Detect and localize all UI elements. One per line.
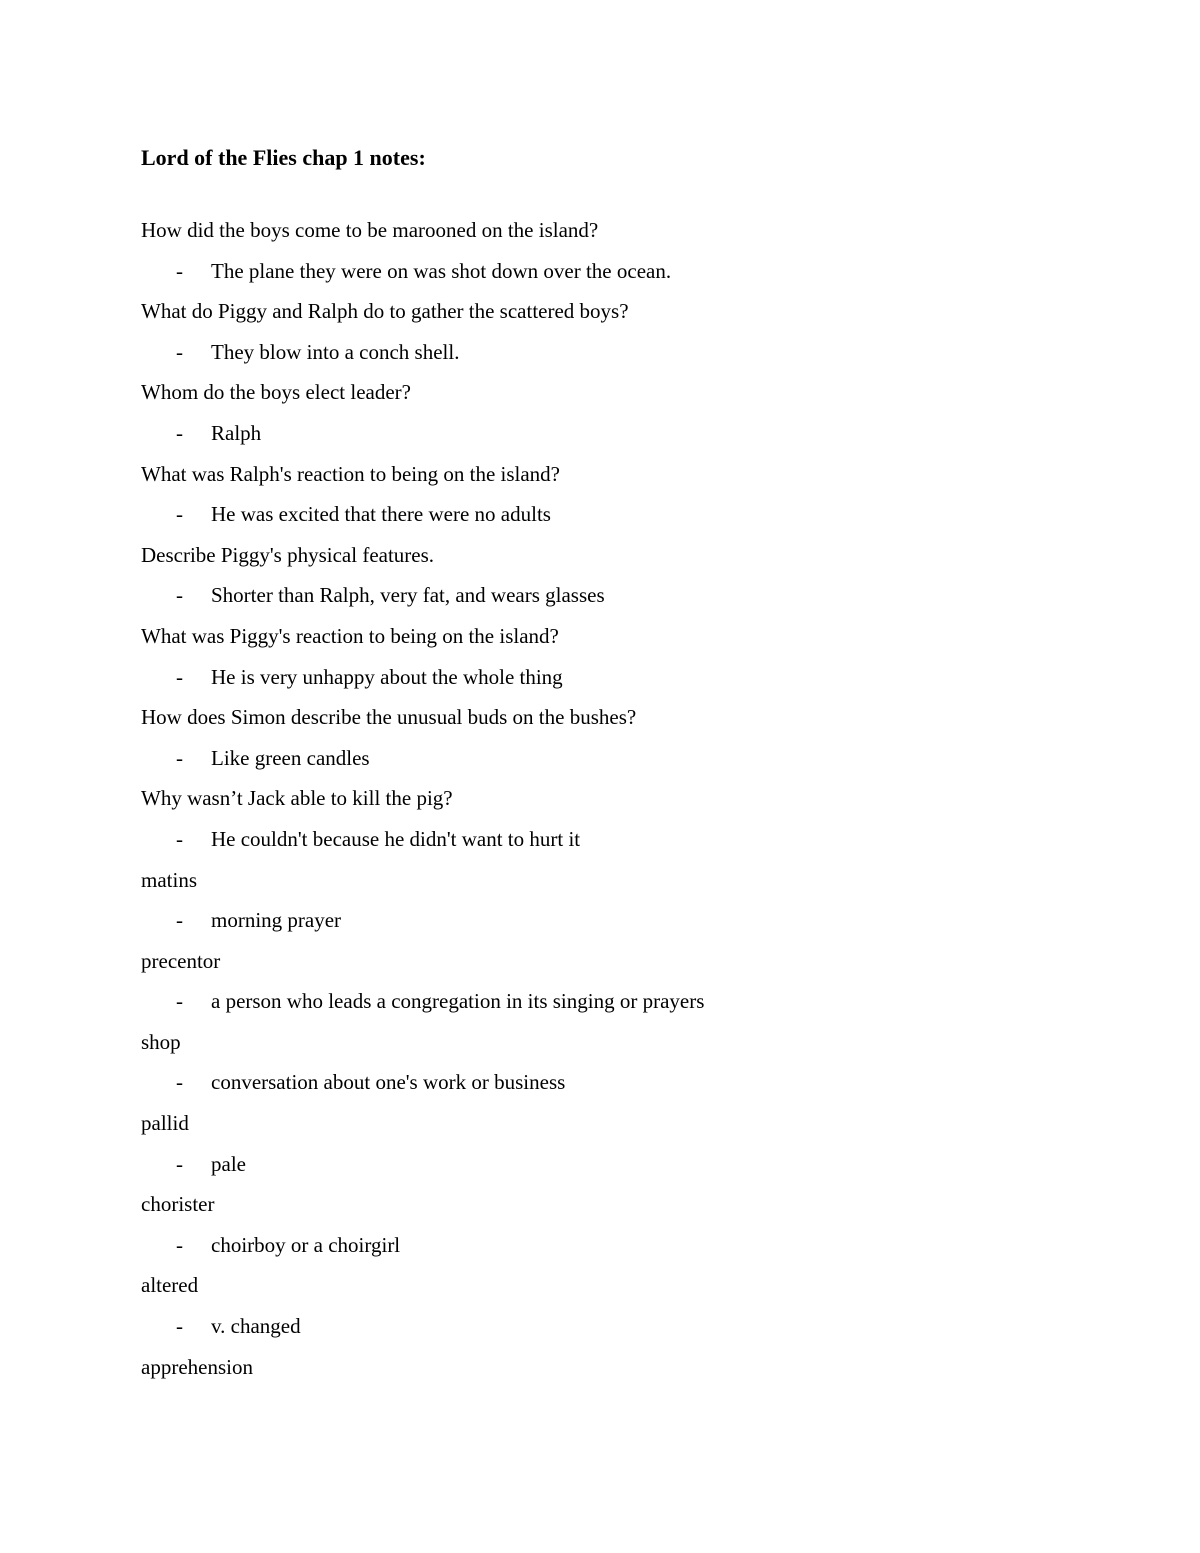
note-prompt: matins: [141, 867, 197, 892]
bullet-dash: -: [176, 583, 183, 608]
note-answer-text: morning prayer: [211, 908, 342, 933]
note-prompt: Why wasn’t Jack able to kill the pig?: [141, 786, 453, 811]
bullet-dash: -: [176, 989, 183, 1014]
note-prompt: What was Piggy's reaction to being on the island?: [141, 623, 559, 648]
note-answer: [141, 418, 1141, 459]
note-prompt: apprehension: [141, 1354, 253, 1379]
note-prompt: shop: [141, 1029, 181, 1054]
bullet-dash: -: [176, 258, 183, 283]
bullet-dash: -: [176, 1070, 183, 1095]
note-prompt: What do Piggy and Ralph do to gather the scattered boys?: [141, 299, 629, 324]
note-answer: [141, 337, 1141, 378]
notes-list: [141, 215, 1141, 1392]
note-answer: [141, 1311, 1141, 1352]
bullet-dash: -: [176, 1232, 183, 1257]
note-answer: [141, 499, 1141, 540]
note-answer-text: choirboy or a choirgirl: [211, 1232, 401, 1257]
note-prompt: precentor: [141, 948, 221, 973]
bullet-dash: -: [176, 664, 183, 689]
note-answer-text: v. changed: [211, 1314, 301, 1339]
note-prompt: How does Simon describe the unusual buds on the bushes?: [141, 705, 637, 730]
note-answer: [141, 1230, 1141, 1271]
note-answer-text: He couldn't because he didn't want to hurt it: [211, 826, 581, 851]
bullet-dash: -: [176, 826, 183, 851]
note-answer-text: Shorter than Ralph, very fat, and wears glasses: [211, 583, 605, 608]
note-prompt: pallid: [141, 1111, 189, 1136]
note-answer: [141, 743, 1141, 784]
note-answer-text: Ralph: [211, 420, 262, 445]
note-answer-text: Like green candles: [211, 745, 370, 770]
note-answer: [141, 1067, 1141, 1108]
note-prompt: chorister: [141, 1192, 215, 1217]
note-prompt: altered: [141, 1273, 199, 1298]
note-answer-text: a person who leads a congregation in its singing or prayers: [211, 989, 705, 1014]
bullet-dash: -: [176, 1314, 183, 1339]
bullet-dash: -: [176, 908, 183, 933]
note-answer: [141, 905, 1141, 946]
note-answer: [141, 1149, 1141, 1190]
note-answer: [141, 986, 1141, 1027]
bullet-dash: -: [176, 502, 183, 527]
bullet-dash: -: [176, 745, 183, 770]
page-title: Lord of the Flies chap 1 notes:: [141, 145, 426, 170]
bullet-dash: -: [176, 339, 183, 364]
note-answer-text: pale: [211, 1151, 246, 1176]
note-answer: [141, 580, 1141, 621]
note-answer: [141, 824, 1141, 865]
bullet-dash: -: [176, 420, 183, 445]
bullet-dash: -: [176, 1151, 183, 1176]
note-answer: [141, 662, 1141, 703]
note-answer-text: The plane they were on was shot down over the ocean.: [211, 258, 672, 283]
note-prompt: Whom do the boys elect leader?: [141, 380, 411, 405]
note-answer-text: He was excited that there were no adults: [211, 502, 551, 527]
note-prompt: What was Ralph's reaction to being on the island?: [141, 461, 561, 486]
note-answer-text: conversation about one's work or business: [211, 1070, 566, 1095]
note-answer-text: He is very unhappy about the whole thing: [211, 664, 563, 689]
note-answer-text: They blow into a conch shell.: [211, 339, 460, 364]
note-prompt: How did the boys come to be marooned on the island?: [141, 218, 599, 242]
note-answer: [141, 256, 1141, 297]
note-prompt: Describe Piggy's physical features.: [141, 542, 435, 567]
